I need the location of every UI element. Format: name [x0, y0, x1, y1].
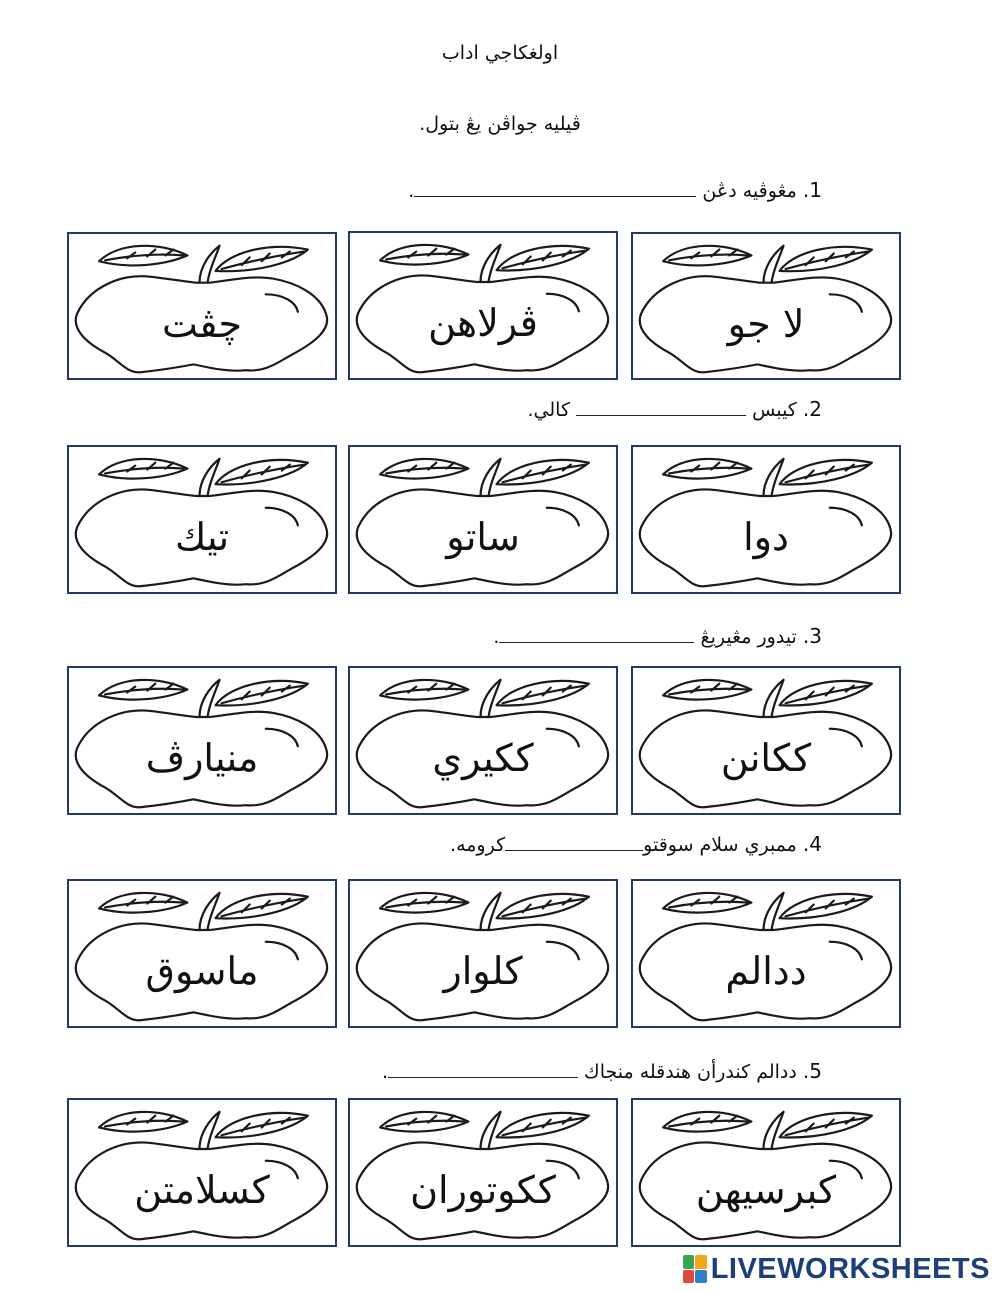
- apple-outline-stroke: [830, 508, 862, 526]
- question-text: مڠوڤيه دڠن: [702, 180, 797, 202]
- apple-outline-stroke: [480, 245, 500, 282]
- option-word: منيارڤ: [145, 736, 259, 780]
- apple-outline-stroke: [763, 246, 783, 283]
- answer-blank: [499, 628, 694, 643]
- option-card[interactable]: [67, 879, 337, 1028]
- apple-outline-stroke: [199, 893, 219, 930]
- option-word: ككيري: [432, 736, 534, 780]
- question-text: ممبري سلام سوقتو: [643, 834, 797, 856]
- apple-outline-icon: [633, 1100, 899, 1245]
- apple-outline-stroke: [199, 246, 219, 283]
- apple-outline-icon: [633, 881, 899, 1026]
- apple-outline-stroke: [640, 1142, 891, 1239]
- question-4: [450, 832, 822, 856]
- apple-outline-stroke: [266, 942, 298, 960]
- apple-outline-stroke: [199, 1112, 219, 1149]
- option-word: ماسوق: [145, 949, 259, 993]
- apple-outline-stroke: [547, 942, 579, 960]
- apple-outline-stroke: [547, 729, 579, 747]
- question-3: [493, 624, 822, 648]
- option-word: لا جو: [727, 302, 805, 346]
- option-card[interactable]: [631, 666, 901, 815]
- apple-outline-icon: [350, 447, 616, 592]
- logo-square: [695, 1255, 707, 1269]
- options-row-3: [0, 666, 1000, 816]
- question-1: [408, 178, 822, 202]
- apple-outline-stroke: [640, 923, 891, 1020]
- option-word: ساتو: [446, 515, 520, 559]
- question-tail: .: [493, 626, 500, 648]
- apple-outline-stroke: [105, 689, 183, 695]
- apple-outline-stroke: [199, 680, 219, 717]
- apple-outline-icon: [350, 881, 616, 1026]
- apple-outline-icon: [633, 234, 899, 378]
- apple-outline-stroke: [547, 1161, 579, 1179]
- worksheet-title: اولغكاجي اداب: [441, 42, 559, 64]
- question-5: [382, 1059, 822, 1083]
- apple-outline-stroke: [830, 942, 862, 960]
- option-card[interactable]: [348, 879, 618, 1028]
- option-word: كبرسيهن: [695, 1168, 837, 1212]
- apple-outline-stroke: [76, 276, 327, 372]
- option-card[interactable]: [67, 666, 337, 815]
- brand-watermark: [683, 1252, 990, 1286]
- apple-outline-icon: [350, 1100, 616, 1245]
- worksheet-instruction: ڤيليه جواڤن يڠ بتول.: [419, 113, 581, 135]
- option-card[interactable]: [67, 1098, 337, 1247]
- brand-name: LIVEWORKSHEETS: [710, 1252, 990, 1285]
- apple-outline-stroke: [763, 680, 783, 717]
- logo-square: [683, 1255, 695, 1269]
- question-2: [528, 397, 822, 421]
- apple-outline-icon: [69, 668, 335, 813]
- question-text: تيدور مڠيريڠ: [700, 626, 797, 648]
- apple-outline-stroke: [640, 489, 891, 586]
- option-word: چڤت: [161, 302, 243, 346]
- apple-outline-icon: [350, 233, 616, 378]
- option-word: كسلامتن: [134, 1168, 270, 1212]
- apple-outline-stroke: [266, 1161, 298, 1179]
- question-tail: كرومه.: [450, 834, 506, 856]
- apple-outline-stroke: [669, 255, 747, 261]
- apple-outline-stroke: [266, 294, 298, 312]
- answer-blank: [414, 182, 696, 197]
- option-word: كلوار: [443, 949, 523, 993]
- apple-outline-stroke: [266, 508, 298, 526]
- apple-outline-icon: [633, 447, 899, 592]
- option-word: دوا: [743, 515, 789, 559]
- apple-outline-icon: [633, 668, 899, 813]
- apple-outline-stroke: [640, 276, 891, 372]
- apple-outline-stroke: [386, 689, 464, 695]
- option-word: ككوتوران: [410, 1168, 556, 1212]
- option-word: ددالم: [725, 949, 807, 993]
- option-card[interactable]: [348, 1098, 618, 1247]
- logo-square: [695, 1270, 707, 1284]
- apple-outline-stroke: [266, 729, 298, 747]
- apple-outline-stroke: [830, 729, 862, 747]
- apple-outline-stroke: [105, 1121, 183, 1127]
- apple-outline-stroke: [386, 468, 464, 474]
- apple-outline-stroke: [480, 893, 500, 930]
- apple-outline-stroke: [357, 1142, 608, 1239]
- option-card[interactable]: [348, 666, 618, 815]
- options-row-4: [0, 879, 1000, 1029]
- option-card[interactable]: [67, 445, 337, 594]
- option-card[interactable]: [631, 1098, 901, 1247]
- question-text: ددالم كندرأن هندقله منجاك: [584, 1061, 797, 1083]
- option-word: ككانن: [720, 736, 812, 780]
- apple-outline-stroke: [105, 468, 183, 474]
- apple-outline-stroke: [386, 254, 464, 260]
- answer-blank: [576, 401, 746, 416]
- option-card[interactable]: [67, 232, 337, 380]
- question-number: 3.: [802, 624, 822, 648]
- apple-outline-stroke: [76, 923, 327, 1020]
- apple-outline-stroke: [480, 459, 500, 496]
- options-row-2: [0, 445, 1000, 595]
- apple-outline-stroke: [357, 710, 608, 807]
- apple-outline-stroke: [76, 489, 327, 586]
- option-card[interactable]: [348, 445, 618, 594]
- options-row-5: [0, 1098, 1000, 1248]
- answer-blank: [505, 836, 643, 851]
- question-tail: .: [408, 180, 415, 202]
- apple-outline-stroke: [763, 893, 783, 930]
- apple-outline-stroke: [480, 680, 500, 717]
- apple-outline-stroke: [199, 459, 219, 496]
- option-word: تيك: [174, 515, 230, 559]
- apple-outline-stroke: [357, 489, 608, 586]
- apple-outline-stroke: [357, 275, 608, 372]
- question-tail: .: [381, 1061, 388, 1083]
- apple-outline-icon: [350, 668, 616, 813]
- apple-outline-stroke: [640, 710, 891, 807]
- question-number: 4.: [802, 832, 822, 856]
- apple-outline-stroke: [105, 902, 183, 908]
- liveworksheets-logo-icon: [683, 1255, 707, 1283]
- apple-outline-stroke: [830, 294, 862, 312]
- apple-outline-stroke: [830, 1161, 862, 1179]
- apple-outline-stroke: [763, 459, 783, 496]
- apple-outline-stroke: [105, 255, 183, 261]
- question-number: 5.: [802, 1059, 822, 1083]
- apple-outline-stroke: [669, 1121, 747, 1127]
- apple-outline-stroke: [669, 468, 747, 474]
- apple-outline-stroke: [357, 923, 608, 1020]
- option-card[interactable]: [631, 232, 901, 380]
- option-word: ڤرلاهن: [428, 301, 538, 345]
- apple-outline-stroke: [76, 1142, 327, 1239]
- question-tail: كالي.: [527, 399, 571, 421]
- question-number: 1.: [802, 178, 822, 202]
- apple-outline-icon: [69, 234, 335, 378]
- apple-outline-stroke: [763, 1112, 783, 1149]
- option-card[interactable]: [631, 445, 901, 594]
- apple-outline-icon: [69, 1100, 335, 1245]
- question-text: كيبس: [752, 399, 797, 421]
- options-row-1: [0, 231, 1000, 381]
- question-number: 2.: [802, 397, 822, 421]
- apple-outline-icon: [69, 447, 335, 592]
- apple-outline-stroke: [547, 294, 579, 312]
- apple-outline-icon: [69, 881, 335, 1026]
- apple-outline-stroke: [480, 1112, 500, 1149]
- option-card[interactable]: [348, 231, 618, 380]
- logo-square: [683, 1270, 695, 1284]
- apple-outline-stroke: [76, 710, 327, 807]
- apple-outline-stroke: [386, 902, 464, 908]
- apple-outline-stroke: [669, 902, 747, 908]
- apple-outline-stroke: [669, 689, 747, 695]
- answer-blank: [388, 1063, 578, 1078]
- apple-outline-stroke: [386, 1121, 464, 1127]
- option-card[interactable]: [631, 879, 901, 1028]
- apple-outline-stroke: [547, 508, 579, 526]
